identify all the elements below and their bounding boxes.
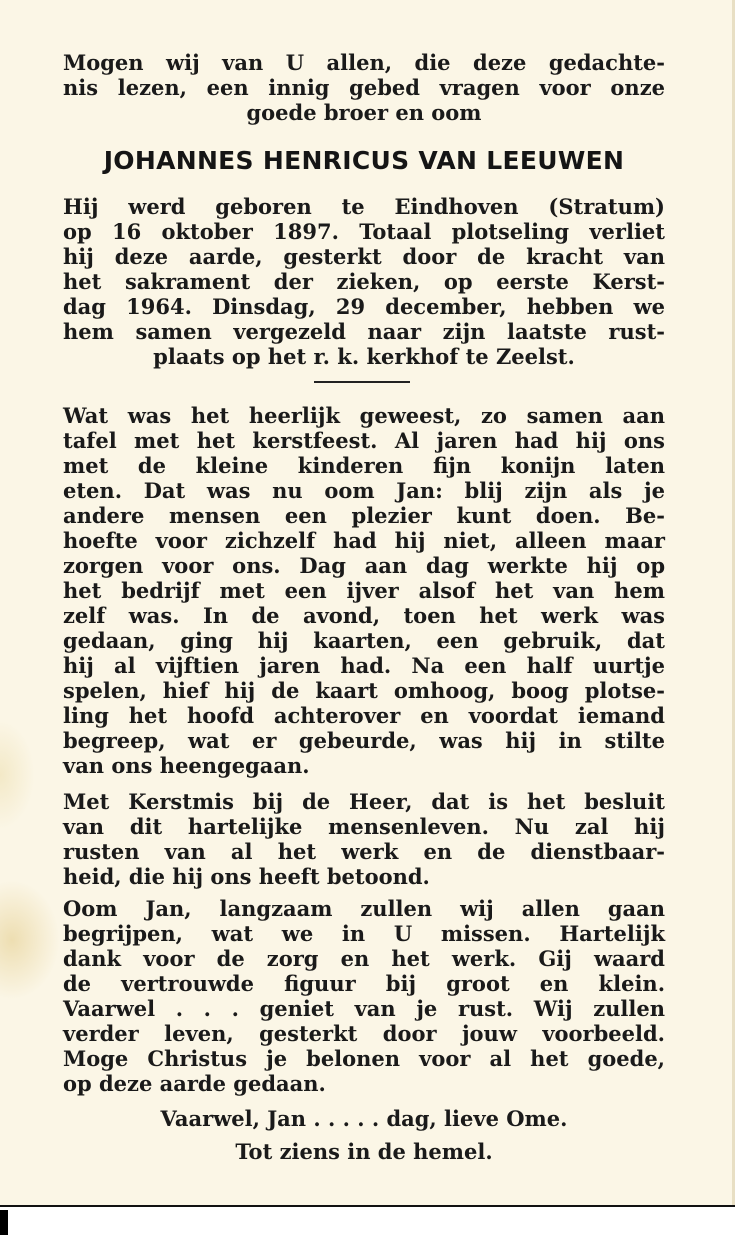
text-line: van ons heengegaan.	[63, 753, 310, 778]
divider-rule	[314, 381, 410, 383]
paper-stain	[0, 720, 35, 830]
text-line: hij al vijftien jaren had. Na een half uurtje	[63, 653, 665, 678]
deceased-name: JOHANNES HENRICUS VAN LEEUWEN	[103, 146, 625, 175]
bio-line: op 16 oktober 1897. Totaal plotseling verliet	[63, 219, 665, 244]
closing-line: Vaarwel, Jan . . . . . dag, lieve Ome.	[160, 1106, 568, 1131]
text-line: heid, die hij ons heeft betoond.	[63, 864, 430, 889]
text-line: met de kleine kinderen fijn konijn laten	[63, 453, 665, 478]
bio-line: het sakrament der zieken, op eerste Kerst-	[63, 269, 665, 294]
intro-line: nis lezen, een innig gebed vragen voor onze	[63, 75, 665, 100]
text-line: Moge Christus je belonen voor al het goede,	[63, 1046, 665, 1071]
text-line: zelf was. In de avond, toen het werk was	[63, 603, 665, 628]
text-line: rusten van al het werk en de dienstbaar-	[63, 839, 665, 864]
intro-block	[63, 50, 665, 125]
bio-line: hem samen vergezeld naar zijn laatste rust-	[63, 319, 665, 344]
text-line: van dit hartelijke mensenleven. Nu zal hij	[63, 814, 665, 839]
intro-line: goede broer en oom	[246, 100, 482, 125]
text-line: de vertrouwde figuur bij groot en klein.	[63, 971, 665, 996]
bio-line: Hij werd geboren te Eindhoven (Stratum)	[63, 194, 665, 219]
text-line: begrijpen, wat we in U missen. Hartelijk	[63, 921, 665, 946]
closing-block	[63, 1106, 665, 1164]
text-line: dank voor de zorg en het werk. Gij waard	[63, 946, 665, 971]
text-line: Vaarwel . . . geniet van je rust. Wij zullen	[63, 996, 665, 1021]
bio-line: plaats op het r. k. kerkhof te Zeelst.	[153, 344, 575, 369]
text-line: Met Kerstmis bij de Heer, dat is het besluit	[63, 789, 665, 814]
bio-line: dag 1964. Dinsdag, 29 december, hebben we	[63, 294, 665, 319]
text-line: Wat was het heerlijk geweest, zo samen aan	[63, 403, 665, 428]
text-line: gedaan, ging hij kaarten, een gebruik, dat	[63, 628, 665, 653]
paragraph-1	[63, 403, 665, 778]
text-line: ling het hoofd achterover en voordat iemand	[63, 703, 665, 728]
text-line: het bedrijf met een ijver alsof het van hem	[63, 578, 665, 603]
scan-bottom-edge	[0, 1205, 735, 1237]
paragraph-2	[63, 789, 665, 889]
bio-line: hij deze aarde, gesterkt door de kracht van	[63, 244, 665, 269]
scan-corner-mark	[0, 1210, 8, 1235]
text-line: tafel met het kerstfeest. Al jaren had hij ons	[63, 428, 665, 453]
bio-block	[63, 194, 665, 369]
paragraph-3	[63, 896, 665, 1096]
intro-line: Mogen wij van U allen, die deze gedachte-	[63, 50, 665, 75]
text-line: spelen, hief hij de kaart omhoog, boog plotse-	[63, 678, 665, 703]
closing-line: Tot ziens in de hemel.	[235, 1139, 493, 1164]
text-line: hoefte voor zichzelf had hij niet, alleen maar	[63, 528, 665, 553]
paper-stain	[0, 880, 60, 1000]
text-line: op deze aarde gedaan.	[63, 1071, 326, 1096]
text-line: eten. Dat was nu oom Jan: blij zijn als je	[63, 478, 665, 503]
text-line: Oom Jan, langzaam zullen wij allen gaan	[63, 896, 665, 921]
text-line: verder leven, gesterkt door jouw voorbeeld.	[63, 1021, 665, 1046]
text-line: andere mensen een plezier kunt doen. Be-	[63, 503, 665, 528]
text-line: zorgen voor ons. Dag aan dag werkte hij op	[63, 553, 665, 578]
text-line: begreep, wat er gebeurde, was hij in stilte	[63, 728, 665, 753]
